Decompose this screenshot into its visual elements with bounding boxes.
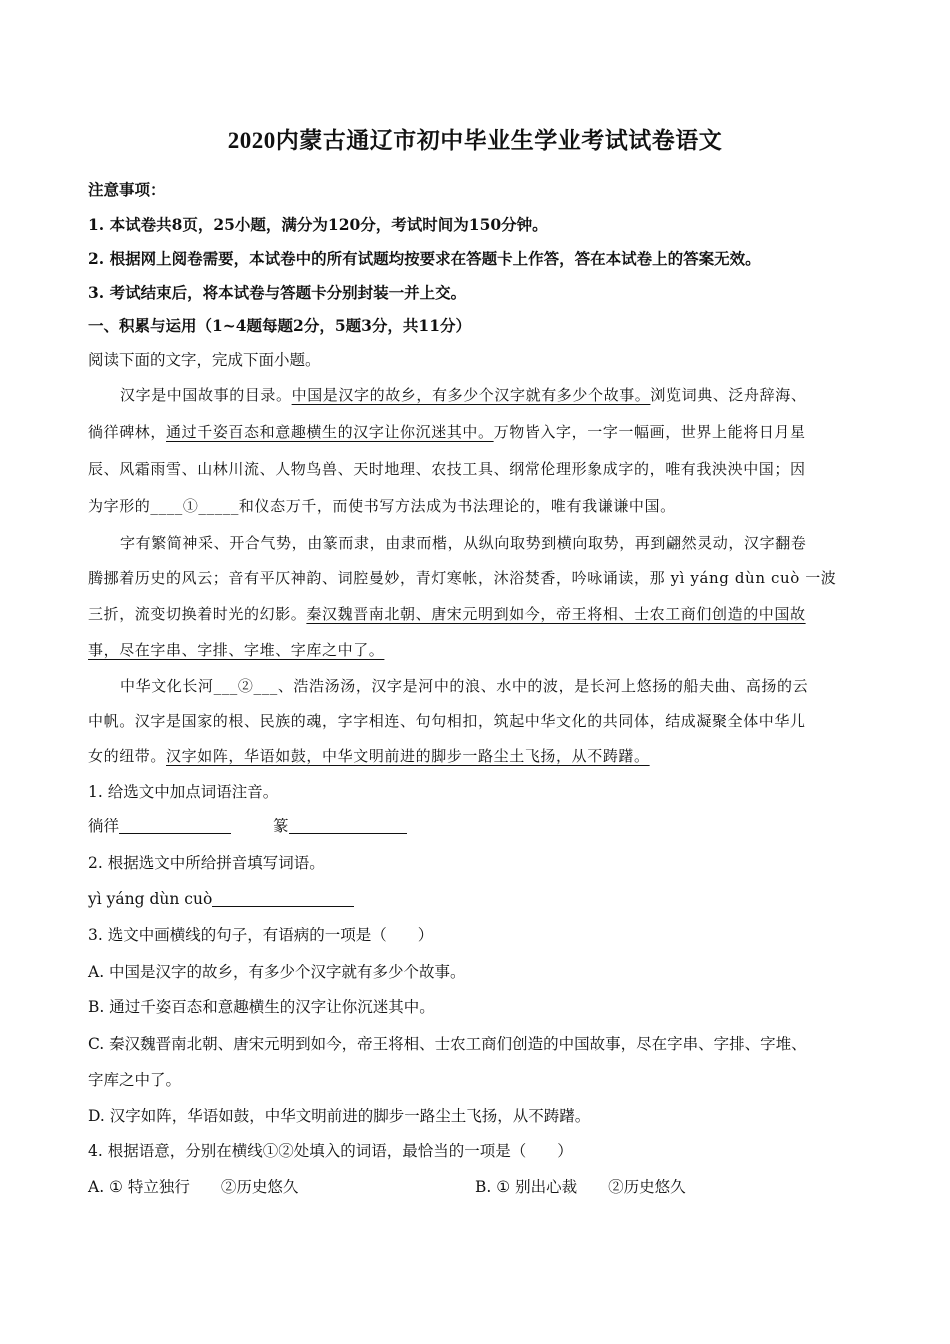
q2-pinyin: yì yáng dùn cuò [88,890,213,908]
passage-p1-line-4: 为字形的____①_____和仪态万千，而使书写方法成为书法理论的，唯有我谦谦中国。 [88,497,676,515]
q3-option-c[interactable]: C. 秦汉魏晋南北朝、唐宋元明到如今，帝王将相、士农工商们创造的中国故事，尽在字串、字排、字堆、 [88,1035,807,1053]
question-2-stem: 2. 根据选文中所给拼音填写词语。 [88,854,325,872]
underlined-sentence-c-part-1: 秦汉魏晋南北朝、唐宋元明到如今，帝王将相、士农工商们创造的中国故 [306,605,806,623]
passage-p3-line-1: 中华文化长河___②___、浩浩汤汤，汉字是河中的浪、水中的波，是长河上悠扬的船夫曲、高扬的云 [120,677,809,695]
q2-answer-blank[interactable] [212,890,354,907]
passage-p2-line-1: 字有繁简神采、开合气势，由篆而隶，由隶而楷，从纵向取势到横向取势，再到翩然灵动，汉字翻卷 [120,534,807,552]
note-item-2: 2. 根据网上阅卷需要，本试卷中的所有试题均按要求在答题卡上作答，答在本试卷上的答案无效。 [88,249,761,268]
blank-mark-1: ① [182,497,199,515]
q4-option-a[interactable]: A. ① 特立独行 ②历史悠久 [88,1178,299,1196]
q4-option-b[interactable]: B. ① 别出心裁 ②历史悠久 [475,1178,686,1196]
q1-word-2: 篆 [273,817,289,835]
underlined-sentence-a: 中国是汉字的故乡，有多少个汉字就有多少个故事。 [291,386,651,404]
q3-option-a[interactable]: A. 中国是汉字的故乡，有多少个汉字就有多少个故事。 [88,963,466,981]
q3-option-b[interactable]: B. 通过千姿百态和意趣横生的汉字让你沉迷其中。 [88,998,435,1016]
question-1-stem: 1. 给选文中加点词语注音。 [88,783,279,801]
question-1-answers [88,816,407,836]
passage-p3-line-2: 中帆。汉字是国家的根、民族的魂，字字相连、句句相扣，筑起中华文化的共同体，结成凝聚全体中华儿 [88,712,806,730]
question-2-answer [88,889,354,909]
passage-p3-line-3: 女的纽带。汉字如阵，华语如鼓，中华文明前进的脚步一路尘土飞扬，从不踌躇。 [88,747,650,765]
passage-p2-line-4 [88,640,384,660]
section-instruction: 阅读下面的文字，完成下面小题。 [88,351,321,369]
question-3-stem: 3. 选文中画横线的句子，有语病的一项是（ ） [88,926,434,944]
passage-p2-line-3: 三折，流变切换着时光的幻影。秦汉魏晋南北朝、唐宋元明到如今，帝王将相、士农工商们创造的中国故 [88,605,806,623]
q3-option-d[interactable]: D. 汉字如阵，华语如鼓，中华文明前进的脚步一路尘土飞扬，从不踌躇。 [88,1107,591,1125]
underlined-sentence-c-part-2: 事，尽在字串、字排、字堆、字库之中了。 [88,641,385,659]
passage-p1-line-2: 徜徉碑林，通过千姿百态和意趣横生的汉字让你沉迷其中。万物皆入字，一字一幅画，世界上能将日月星 [88,423,806,441]
note-item-1: 1. 本试卷共8页，25小题，满分为120分，考试时间为150分钟。 [88,215,548,234]
notes-heading: 注意事项： [88,180,166,199]
blank-mark-2: ② [237,677,254,695]
q1-answer-blank-1[interactable] [119,817,231,834]
q3-option-c-continued: 字库之中了。 [88,1071,182,1089]
section-heading: 一、积累与运用（1~4题每题2分，5题3分，共11分） [88,316,471,335]
note-item-3: 3. 考试结束后，将本试卷与答题卡分别封装一并上交。 [88,283,467,302]
page-title: 2020内蒙古通辽市初中毕业生学业考试试卷语文 [227,128,723,153]
passage-p1-line-3: 辰、风霜雨雪、山林川流、人物鸟兽、天时地理、农技工具、纲常伦理形象成字的，唯有我泱泱中国；因 [88,460,806,478]
underlined-sentence-d: 汉字如阵，华语如鼓，中华文明前进的脚步一路尘土飞扬，从不踌躇。 [166,747,650,765]
passage-p1-line-1: 汉字是中国故事的目录。中国是汉字的故乡，有多少个汉字就有多少个故事。浏览词典、泛舟辞海、 [120,386,807,404]
q1-answer-blank-2[interactable] [289,817,407,834]
passage-p2-line-2: 腾挪着历史的风云；音有平仄神韵、词腔曼妙，青灯寒帐，沐浴焚香，吟咏诵读，那 yì yáng dùn cuò 一波 [88,569,837,587]
q1-word-1: 徜徉 [88,817,120,835]
question-4-stem: 4. 根据语意，分别在横线①②处填入的词语，最恰当的一项是（ ） [88,1142,573,1160]
underlined-sentence-b: 通过千姿百态和意趣横生的汉字让你沉迷其中。 [166,423,494,441]
